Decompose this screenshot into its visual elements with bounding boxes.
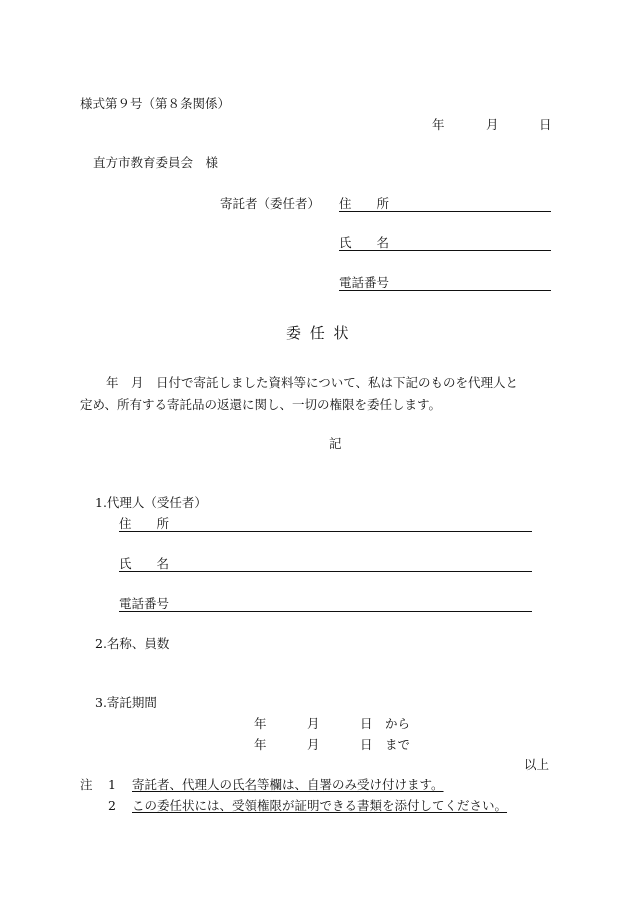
section2-heading: 2.名称、員数 [95,636,170,651]
ki-label: 記 [329,436,342,451]
period-to-day: 日 [360,737,373,752]
consignor-name-line [339,250,551,251]
agent-phone-label: 電話番号 [119,596,170,611]
consignor-name-label: 氏 名 [339,235,390,250]
document-title: 委 任 状 [286,324,351,342]
section1-heading: 1.代理人（受任者） [95,495,207,510]
consignor-label: 寄託者（委任者） [220,196,321,211]
note-1-text: 寄託者、代理人の氏名等欄は、自署のみ受け付けます。 [132,777,444,792]
period-from-year: 年 [254,716,267,731]
note-1-number: 1 [108,777,116,792]
ijo-label: 以上 [524,757,550,772]
note-2-number: 2 [108,798,116,813]
date-day-label: 日 [539,117,552,132]
agent-phone-line [119,611,532,612]
body-line-2: 定め、所有する寄託品の返還に関し、一切の権限を委任します。 [80,397,442,412]
consignor-phone-label: 電話番号 [339,275,390,290]
body-line-1: 年 月 日付で寄託しました資料等について、私は下記のものを代理人と [106,375,519,390]
period-from-day: 日 [360,716,373,731]
section3-heading: 3.寄託期間 [95,695,157,710]
date-month-label: 月 [486,117,499,132]
period-from-month: 月 [307,716,320,731]
form-number: 様式第９号（第８条関係） [80,96,231,111]
agent-address-line [119,531,532,532]
consignor-phone-line [339,290,551,291]
date-year-label: 年 [432,117,445,132]
addressee: 直方市教育委員会 様 [93,155,219,170]
consignor-address-line [339,211,551,212]
agent-name-label: 氏 名 [119,556,170,571]
period-from-suffix: から [385,716,411,731]
consignor-address-label: 住 所 [339,196,390,211]
period-to-month: 月 [307,737,320,752]
agent-address-label: 住 所 [119,516,170,531]
notes-prefix: 注 [80,777,93,792]
agent-name-line [119,571,532,572]
period-to-year: 年 [254,737,267,752]
note-2-text: この委任状には、受領権限が証明できる書類を添付してください。 [132,798,508,813]
period-to-suffix: まで [385,737,411,752]
